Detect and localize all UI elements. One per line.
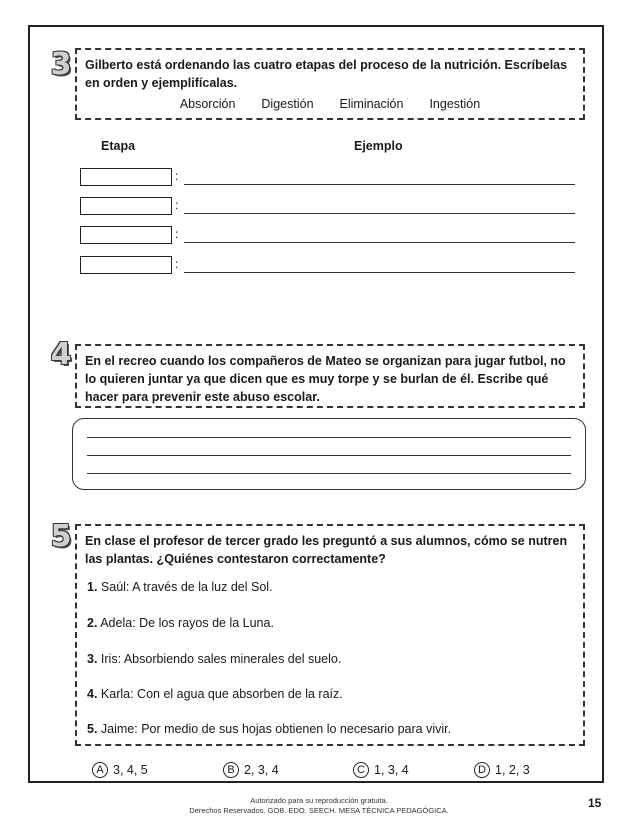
option-absorcion: Absorción (179, 97, 236, 111)
answer-option-d[interactable] (474, 762, 530, 778)
footer-rights: Derechos Reservados. GOB. EDO. SEECH. MESA TÉCNICA PEDAGÓGICA. (189, 806, 449, 815)
answer-option-text: 2, 3, 4 (244, 763, 279, 777)
option-eliminacion: Eliminación (339, 97, 404, 111)
writing-line-1 (87, 437, 571, 438)
answer-option-text: 1, 3, 4 (374, 763, 409, 777)
option-ingestion: Ingestión (429, 97, 481, 111)
stage-options (77, 95, 583, 113)
answer-writing-area[interactable] (72, 418, 586, 490)
question-4-prompt: En el recreo cuando los compañeros de Mateo se organizan para jugar futbol, no lo quieren juntar ya que dicen que es muy torpe y se burlan de él. Escribe qué hacer para prevenir este abuso escolar. (85, 354, 566, 404)
stage-row-2 (80, 197, 575, 215)
student-answer-2: 2. Adela: De los rayos de la Luna. (87, 616, 274, 630)
question-3-prompt: Gilberto está ordenando las cuatro etapas del proceso de la nutrición. Escríbelas en orden y ejemplifícalas. (85, 58, 568, 90)
question-5-prompt: En clase el profesor de tercer grado les preguntó a sus alumnos, cómo se nutren las plantas. ¿Quiénes contestaron correctamente? (85, 534, 568, 566)
option-letter-circle: C (353, 762, 369, 778)
student-answer-1: 1. Saúl: A través de la luz del Sol. (87, 580, 273, 594)
stage-input-2[interactable] (80, 197, 172, 215)
stage-column-header: Etapa (101, 139, 136, 153)
option-letter-circle: B (223, 762, 239, 778)
writing-line-2 (87, 455, 571, 456)
option-letter-circle: A (92, 762, 108, 778)
answer-option-text: 3, 4, 5 (113, 763, 148, 777)
option-digestion: Digestión (261, 97, 314, 111)
answer-option-a[interactable] (92, 762, 148, 778)
example-column-header: Ejemplo (354, 139, 403, 153)
question-5-box (75, 524, 585, 746)
question-3-box (75, 48, 585, 120)
stage-input-1[interactable] (80, 168, 172, 186)
question-3-number: 3 (50, 47, 72, 82)
option-letter-circle: D (474, 762, 490, 778)
colon: : (175, 169, 179, 183)
question-5-number: 5 (50, 519, 72, 554)
stage-input-3[interactable] (80, 226, 172, 244)
footer-authorization: Autorizado para su reproducción gratuita. (250, 796, 388, 805)
question-4-number: 4 (50, 337, 72, 372)
colon: : (175, 227, 179, 241)
stage-row-3 (80, 226, 575, 244)
colon: : (175, 257, 179, 271)
footer (0, 796, 638, 816)
colon: : (175, 198, 179, 212)
writing-line-3 (87, 473, 571, 474)
student-answer-3: 3. Iris: Absorbiendo sales minerales del suelo. (87, 652, 342, 666)
stage-row-1 (80, 168, 575, 186)
stage-row-4 (80, 256, 575, 274)
answer-option-b[interactable] (223, 762, 279, 778)
answer-option-c[interactable] (353, 762, 409, 778)
example-line-4[interactable] (184, 272, 575, 273)
example-line-1[interactable] (184, 184, 575, 185)
example-line-2[interactable] (184, 213, 575, 214)
page-number: 15 (588, 796, 602, 810)
student-answer-5: 5. Jaime: Por medio de sus hojas obtienen lo necesario para vivir. (87, 722, 452, 736)
stage-input-4[interactable] (80, 256, 172, 274)
student-answer-4: 4. Karla: Con el agua que absorben de la raíz. (87, 687, 343, 701)
answer-option-text: 1, 2, 3 (495, 763, 530, 777)
question-4-box (75, 344, 585, 408)
example-line-3[interactable] (184, 242, 575, 243)
